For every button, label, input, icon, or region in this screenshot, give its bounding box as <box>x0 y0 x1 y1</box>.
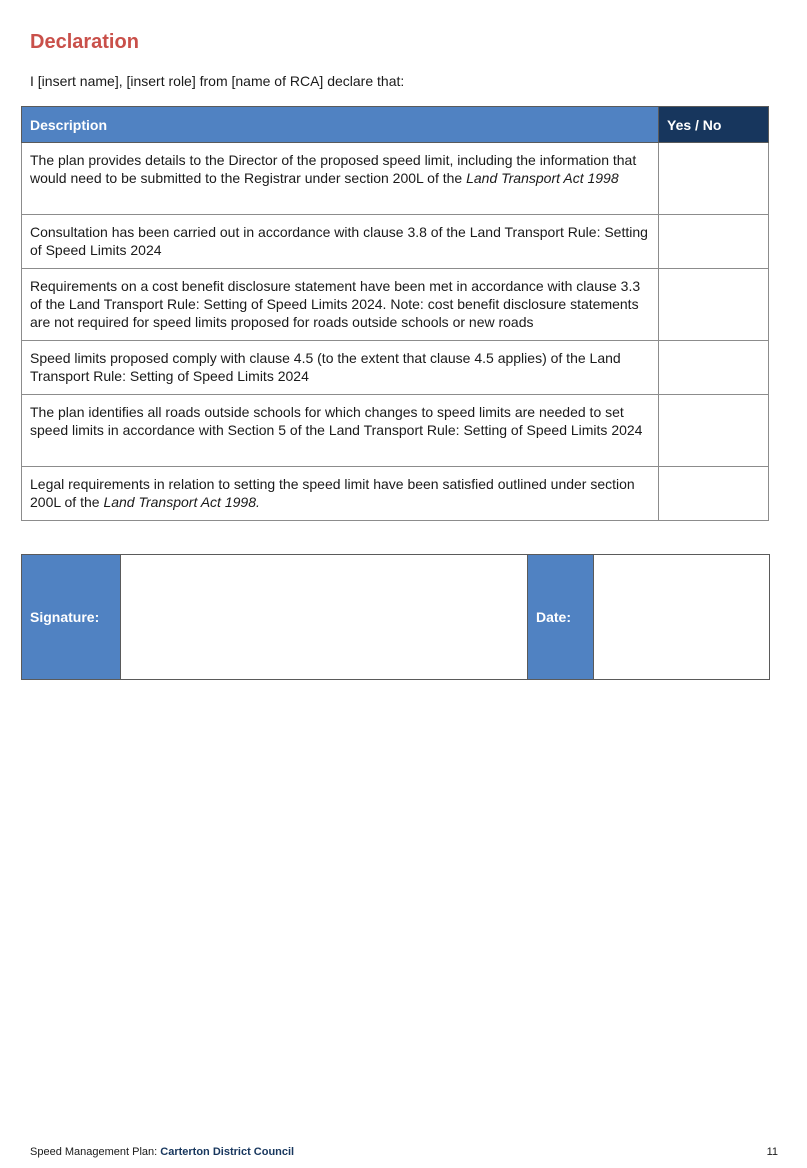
footer-plan-label: Speed Management Plan: <box>30 1146 161 1158</box>
table-header-row <box>22 107 769 143</box>
table-row <box>22 395 769 467</box>
declaration-item <box>22 467 659 521</box>
declaration-item <box>22 395 659 467</box>
footer-council-name: Carterton District Council <box>160 1146 295 1158</box>
signature-label: Signature: <box>22 555 121 680</box>
declaration-text: The plan identifies all roads outside schools for which changes to speed limits are needed to set speed limits in accordance with Section 5 of the Land Transport Rule: Setting of Speed Limits 2024 <box>30 404 643 438</box>
table-row <box>22 143 769 215</box>
table-row <box>22 269 769 341</box>
page-footer <box>30 1145 294 1159</box>
table-row <box>22 467 769 521</box>
declaration-text: Requirements on a cost benefit disclosure statement have been met in accordance with clause 3.3 of the Land Transport Rule: Setting of Speed Limits 2024. Note: cost benefit disclosure statements are not required for speed limits proposed for roads outside schools or new roads <box>30 278 641 330</box>
yes-no-header: Yes / No <box>659 107 769 143</box>
signature-table <box>21 554 770 680</box>
yes-no-field[interactable] <box>659 467 769 521</box>
table-row <box>22 341 769 395</box>
table-row <box>22 215 769 269</box>
date-label: Date: <box>528 555 594 680</box>
declaration-item <box>22 143 659 215</box>
declaration-intro: I [insert name], [insert role] from [name of RCA] declare that: <box>30 73 405 89</box>
page-number: 11 <box>766 1146 778 1158</box>
yes-no-field[interactable] <box>659 215 769 269</box>
yes-no-field[interactable] <box>659 341 769 395</box>
page-heading: Declaration <box>30 31 139 53</box>
declaration-text: Legal requirements in relation to setting the speed limit have been satisfied outlined under section 200L of the <box>30 476 635 510</box>
declaration-act-name: Land Transport Act 1998 <box>466 170 619 186</box>
declaration-text: Speed limits proposed comply with clause 4.5 (to the extent that clause 4.5 applies) of the Land Transport Rule: Setting of Speed Limits 2024 <box>30 350 621 384</box>
declaration-text: The plan provides details to the Director of the proposed speed limit, including the information that would need to be submitted to the Registrar under section 200L of the <box>30 152 637 186</box>
declaration-item <box>22 269 659 341</box>
yes-no-field[interactable] <box>659 269 769 341</box>
yes-no-field[interactable] <box>659 395 769 467</box>
description-header: Description <box>22 107 659 143</box>
declaration-item <box>22 341 659 395</box>
yes-no-field[interactable] <box>659 143 769 215</box>
declaration-text: Consultation has been carried out in accordance with clause 3.8 of the Land Transport Rule: Setting of Speed Limits 2024 <box>30 224 648 258</box>
date-field[interactable] <box>594 555 770 680</box>
declaration-table <box>21 106 769 521</box>
signature-field[interactable] <box>121 555 528 680</box>
declaration-item <box>22 215 659 269</box>
declaration-act-name: Land Transport Act 1998. <box>103 494 260 510</box>
signature-row <box>22 555 770 680</box>
